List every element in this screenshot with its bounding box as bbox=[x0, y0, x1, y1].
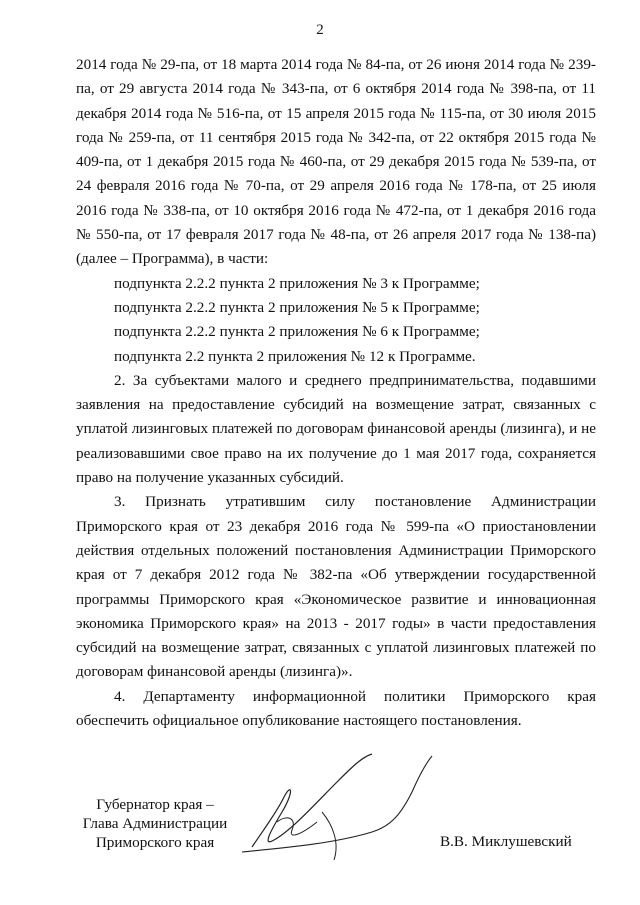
page-number: 2 bbox=[316, 22, 324, 38]
signatory-title bbox=[80, 795, 230, 852]
paragraph-program-list: 2014 года № 29-па, от 18 марта 2014 года № 84-па, от 26 июня 2014 года № 239-па, от 29 августа 2014 года № 343-па, от 6 октября 2014 года № 398-па, от 11 декабря 2014 года № 516-па, от 15 апреля 2015 года № 115-па, от 30 июля 2015 года № 259-па, от 11 сентября 2015 года № 342-па, от 22 октября 2015 года № 409-па, от 1 декабря 2015 года № 460-па, от 29 декабря 2015 года № 539-па, от 24 февраля 2016 года № 70-па, от 29 апреля 2016 года № 178-па, от 25 июля 2016 года № 338-па, от 10 октября 2016 года № 472-па, от 1 декабря 2016 года № 550-па, от 17 февраля 2017 года № 48-па, от 26 апреля 2017 года № 138-па) (далее – Программа), в части: bbox=[76, 56, 596, 268]
sub-item-1: подпункта 2.2.2 пункта 2 приложения № 3 к Программе; bbox=[114, 274, 480, 292]
handwritten-signature bbox=[222, 752, 442, 862]
signatory-title-line-2: Глава Администрации bbox=[82, 815, 228, 832]
signatory-title-line-1: Губернатор края – bbox=[96, 796, 214, 813]
signatory-title-line-3: Приморского края bbox=[95, 834, 215, 851]
paragraph-3: 3. Признать утратившим силу постановление Администрации Приморского края от 23 декабря 2016 года № 599-па «О приостановлении действия отдельных положений постановления Администрации Приморского края от 7 декабря 2012 года № 382-па «Об утверждении государственной программы Приморского края «Экономическое развитие и инновационная экономика Приморского края» на 2013 - 2017 годы» в части предоставления субсидий на возмещение затрат, связанных с уплатой лизинговых платежей по договорам финансовой аренды (лизинга)». bbox=[76, 493, 596, 681]
sub-item-4: подпункта 2.2 пункта 2 приложения № 12 к Программе. bbox=[114, 347, 476, 365]
signatory-name: В.В. Миклушевский bbox=[440, 833, 572, 850]
document-body bbox=[76, 53, 596, 733]
paragraph-2: 2. За субъектами малого и среднего предпринимательства, подавшими заявления на предоставление субсидий на возмещение затрат, связанных с уплатой лизинговых платежей по договорам финансовой аренды (лизинга), и не реализовавшими свое право на их получение до 1 мая 2017 года, сохраняется право на получение указанных субсидий. bbox=[76, 371, 596, 487]
sub-item-3: подпункта 2.2.2 пункта 2 приложения № 6 к Программе; bbox=[114, 323, 480, 341]
sub-item-2: подпункта 2.2.2 пункта 2 приложения № 5 к Программе; bbox=[114, 298, 480, 316]
paragraph-4: 4. Департаменту информационной политики Приморского края обеспечить официальное опубликование настоящего постановления. bbox=[76, 687, 596, 730]
